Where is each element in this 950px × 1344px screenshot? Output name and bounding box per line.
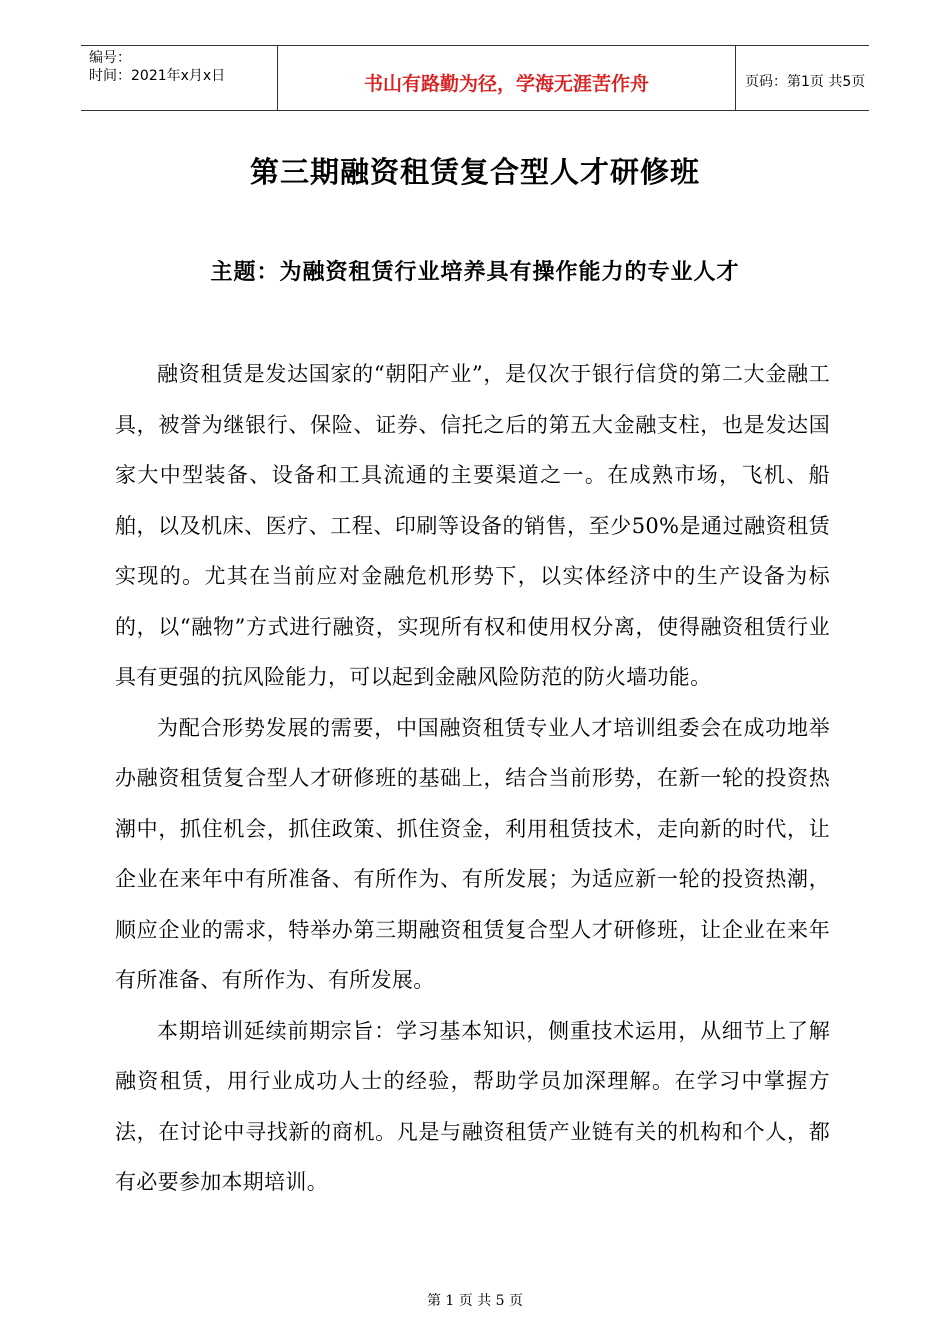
header-page-cell <box>736 46 869 110</box>
body-paragraph: 本期培训延续前期宗旨：学习基本知识，侧重技术运用，从细节上了解融资租赁，用行业成功人士的经验，帮助学员加深理解。在学习中掌握方法，在讨论中寻找新的商机。凡是与融资租赁产业链有关的机构和个人，都有必要参加本期培训。 <box>115 1018 830 1194</box>
document-title: 第三期融资租赁复合型人才研修班 <box>249 155 700 189</box>
body-paragraph: 融资租赁是发达国家的“朝阳产业”，是仅次于银行信贷的第二大金融工具，被誉为继银行、保险、证券、信托之后的第五大金融支柱，也是发达国家大中型装备、设备和工具流通的主要渠道之一。在成熟市场，飞机、船舶，以及机床、医疗、工程、印刷等设备的销售，至少50%是通过融资租赁实现的。尤其在当前应对金融危机形势下，以实体经济中的生产设备为标的，以“融物”方式进行融资，实现所有权和使用权分离，使得融资租赁行业具有更强的抗风险能力，可以起到金融风险防范的防火墙功能。 <box>115 362 830 689</box>
page-header <box>81 45 869 111</box>
document-body <box>115 349 830 1208</box>
page-footer-number: 第 1 页 共 5 页 <box>426 1293 524 1309</box>
header-motto-cell <box>278 46 736 110</box>
document-time-label: 时间：2021年x月x日 <box>89 68 226 84</box>
body-paragraph: 为配合形势发展的需要，中国融资租赁专业人才培训组委会在成功地举办融资租赁复合型人才研修班的基础上，结合当前形势，在新一轮的投资热潮中，抓住机会，抓住政策、抓住资金，利用租赁技术，走向新的时代，让企业在来年中有所准备、有所作为、有所发展；为适应新一轮的投资热潮，顺应企业的需求，特举办第三期融资租赁复合型人才研修班，让企业在来年有所准备、有所作为、有所发展。 <box>115 715 830 992</box>
header-meta-cell <box>81 46 278 110</box>
header-page-number: 页码：第1页 共5页 <box>745 74 866 90</box>
header-motto: 书山有路勤为径，学海无涯苦作舟 <box>363 73 649 95</box>
document-code-label: 编号： <box>89 50 131 66</box>
document-subtitle: 主题：为融资租赁行业培养具有操作能力的专业人才 <box>210 259 740 285</box>
